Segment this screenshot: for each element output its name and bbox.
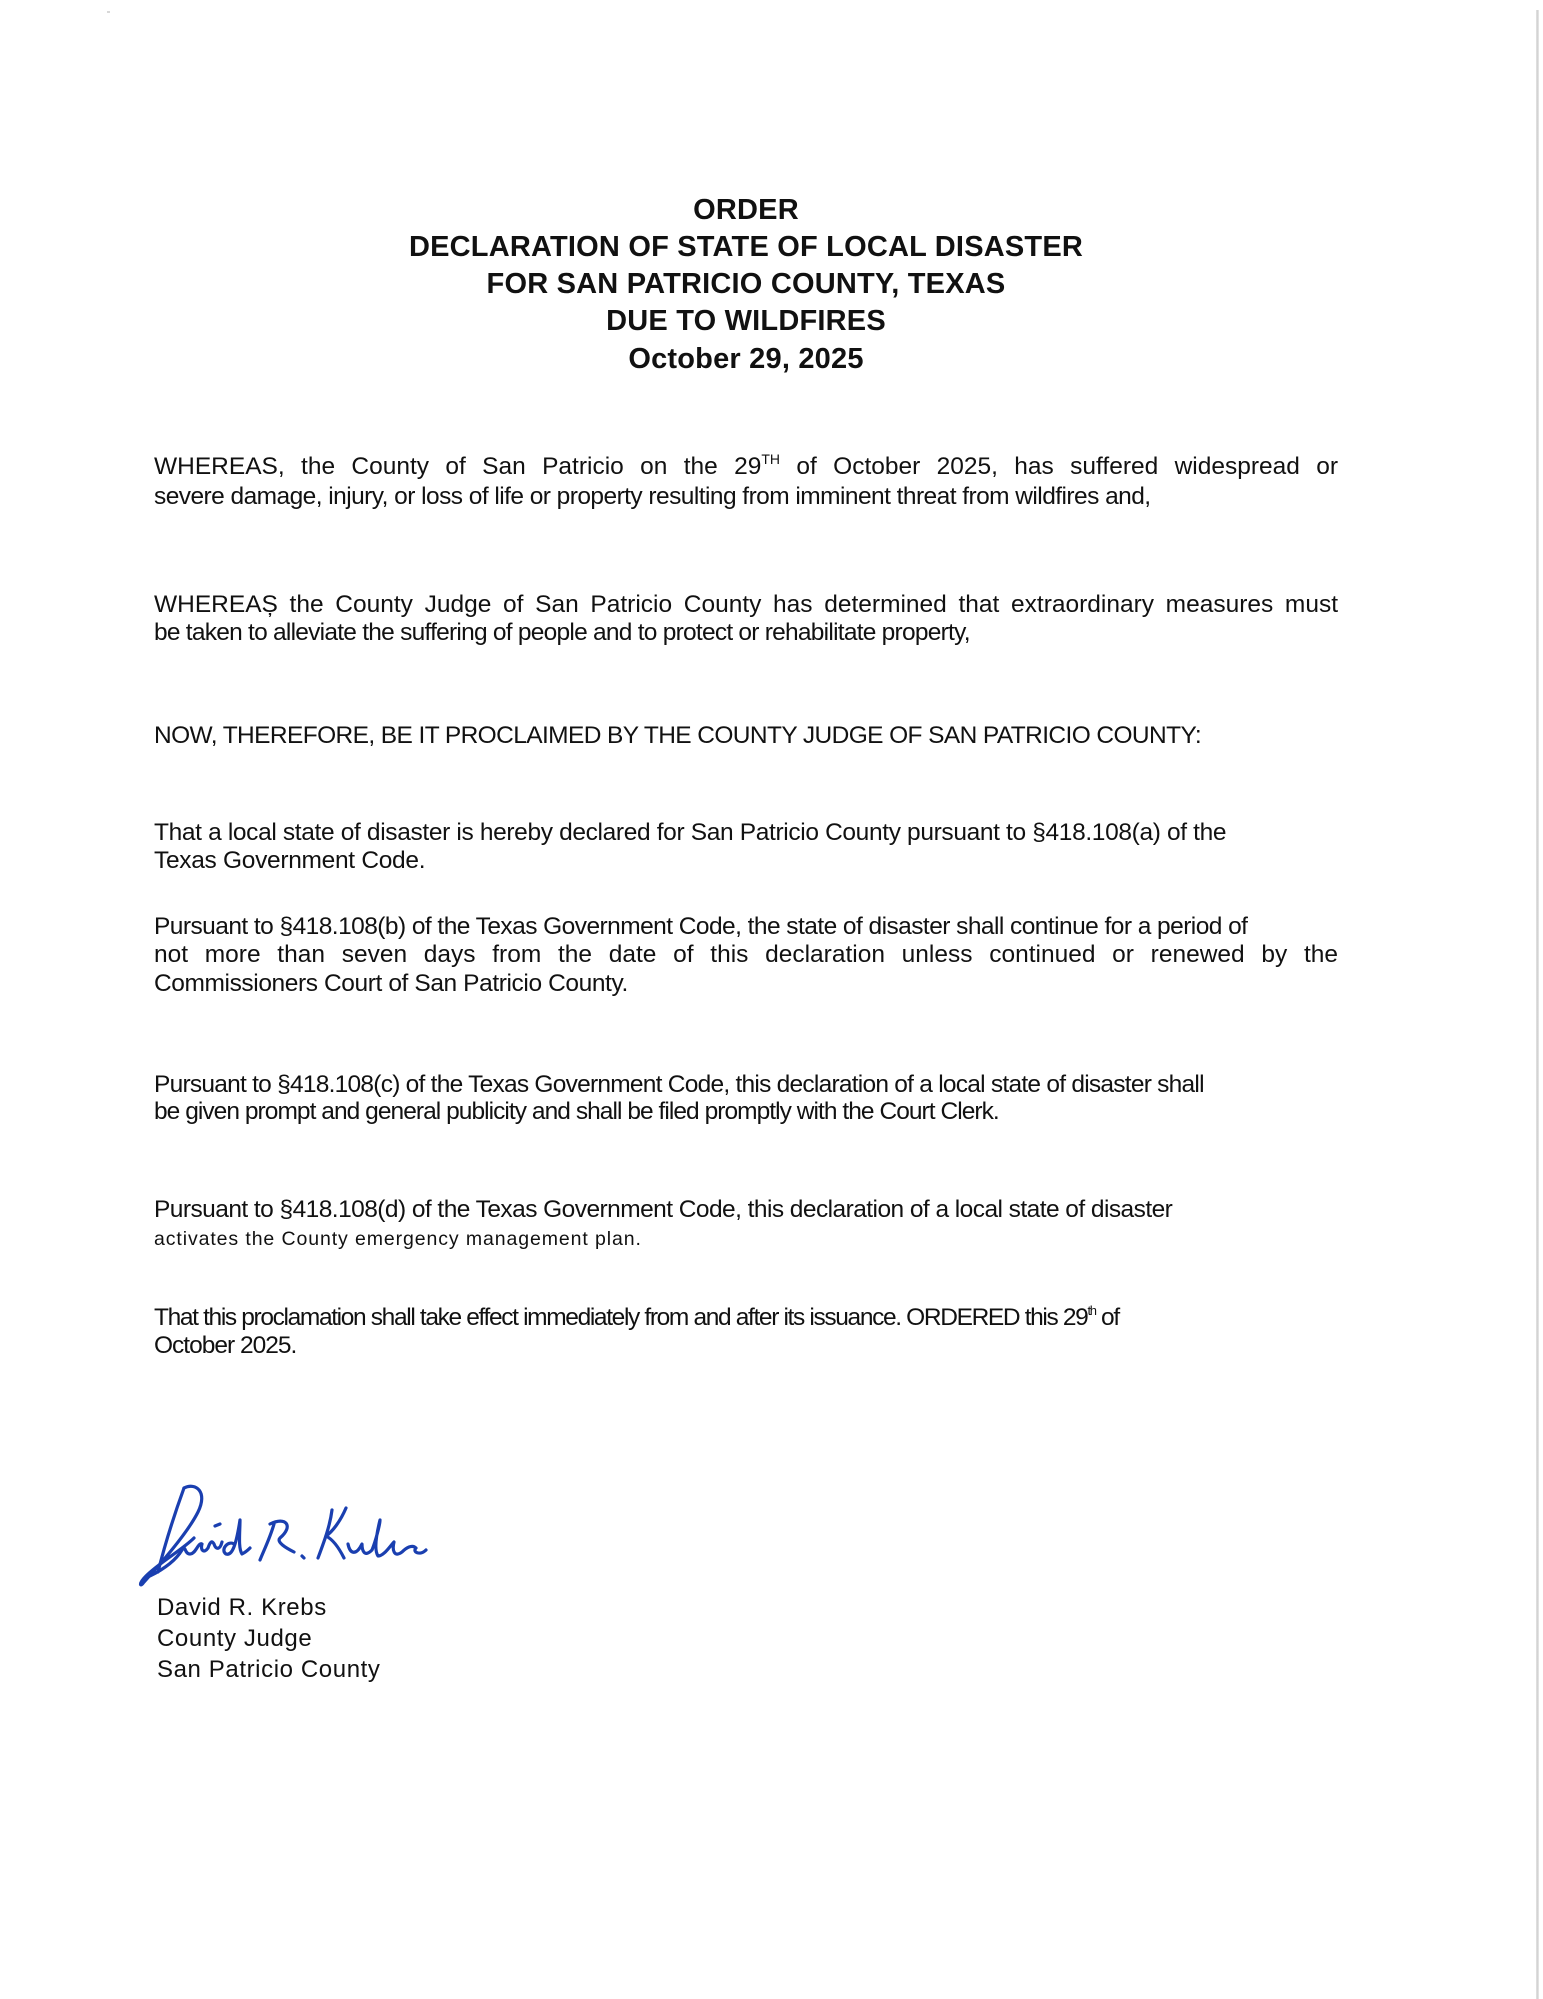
whereas-1-line-2: severe damage, injury, or loss of life or property resulting from imminent threat from wildfires and, [154, 483, 1151, 510]
clause-d-line-1: Pursuant to §418.108(d) of the Texas Government Code, this declaration of a local state of disaster [154, 1196, 1173, 1223]
proclamation-heading: NOW, THEREFORE, BE IT PROCLAIMED BY THE COUNTY JUDGE OF SAN PATRICIO COUNTY: [154, 722, 1202, 749]
title-county: FOR SAN PATRICIO COUNTY, TEXAS [486, 268, 1006, 300]
effect-line-1 [154, 1303, 1119, 1336]
clause-c-line-1: Pursuant to §418.108(c) of the Texas Government Code, this declaration of a local state of disaster shall [154, 1071, 1204, 1098]
scan-speck [107, 11, 110, 13]
scan-edge-line [1536, 10, 1539, 1999]
title-declaration: DECLARATION OF STATE OF LOCAL DISASTER [408, 231, 1084, 263]
signer-name: David R. Krebs [157, 1594, 327, 1621]
clause-b-line-1: Pursuant to §418.108(b) of the Texas Government Code, the state of disaster shall continue for a period of [154, 913, 1248, 940]
effect-line-2: October 2025. [154, 1332, 297, 1359]
title-order: ORDER [693, 194, 799, 226]
clause-a-line-2: Texas Government Code. [154, 847, 426, 874]
clause-c-line-2: be given prompt and general publicity and shall be filed promptly with the Court Clerk. [154, 1098, 999, 1125]
whereas-1-line-1 [154, 452, 1338, 484]
title-cause: DUE TO WILDFIRES [606, 305, 886, 337]
effect-text-a: That this proclamation shall take effect immediately from and after its issuance. ORDERED this 29 [154, 1304, 1088, 1331]
effect-superscript: th [1087, 1303, 1096, 1318]
whereas-1-superscript: TH [761, 451, 781, 467]
signer-title: County Judge [157, 1625, 313, 1652]
effect-text-b: of [1095, 1304, 1119, 1331]
handwritten-signature [136, 1480, 446, 1590]
whereas-2-line-2: be taken to alleviate the suffering of people and to protect or rehabilitate property, [154, 619, 970, 646]
title-date: October 29, 2025 [628, 343, 864, 375]
whereas-2-line-1: WHEREAȘ the County Judge of San Patricio County has determined that extraordinary measures must [154, 591, 1338, 618]
whereas-1-text-b: of October 2025, has suffered widespread or [780, 453, 1338, 480]
whereas-1-text-a: WHEREAS, the County of San Patricio on the 29 [154, 453, 762, 480]
clause-b-line-2: not more than seven days from the date of this declaration unless continued or renewed by the [154, 941, 1338, 968]
clause-a-line-1: That a local state of disaster is hereby declared for San Patricio County pursuant to §418.108(a) of the [154, 819, 1227, 846]
clause-b-line-3: Commissioners Court of San Patricio County. [154, 970, 628, 997]
clause-d-line-2: activates the County emergency management plan. [154, 1228, 642, 1250]
signer-organization: San Patricio County [157, 1656, 381, 1683]
